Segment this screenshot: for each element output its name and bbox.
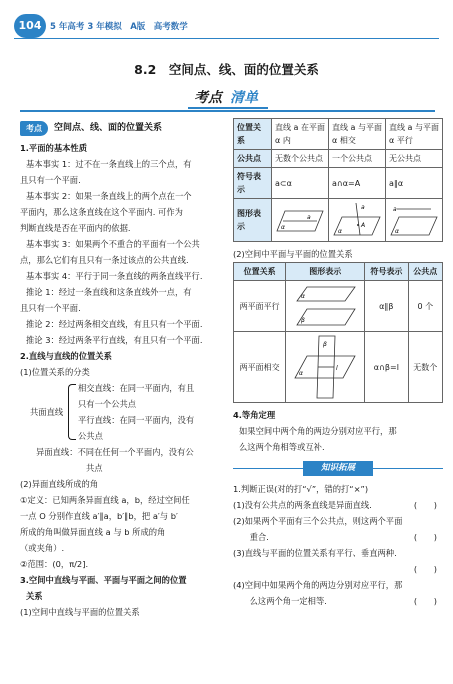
table-cell: a⊂α xyxy=(272,168,329,199)
figure-line-parallel xyxy=(386,199,443,242)
table-cell: 公共点 xyxy=(234,150,272,168)
table-cell: 位置关系 xyxy=(234,119,272,150)
fig-label-alpha: α xyxy=(395,228,399,235)
coplanar-items xyxy=(78,380,223,444)
left-column xyxy=(20,118,223,620)
answer-paren: ( ) xyxy=(413,596,437,606)
table-cell: 两平面平行 xyxy=(234,281,286,332)
text-line: 一点 O 分别作直线 a′∥a，b′∥b，把 a′与 b′ xyxy=(20,511,178,521)
text-line: 么这两个角相等或互补. xyxy=(239,442,325,452)
header-text: 5 年高考 3 年模拟 A版 高考数学 xyxy=(50,22,188,32)
text-line: 平面内，那么这条直线在这个平面内. 可作为 xyxy=(20,207,183,217)
text-line: 基本事实 2：如果一条直线上的两个点在一个 xyxy=(26,191,192,201)
question-text xyxy=(233,564,236,574)
banner-part1: 考点 xyxy=(194,90,222,106)
page-number: 104 xyxy=(14,14,46,38)
table-cell: 无数个公共点 xyxy=(272,150,329,168)
text-line: 相交直线：在同一平面内，有且 xyxy=(78,383,195,393)
question-item xyxy=(233,513,443,529)
fig-label-beta: β xyxy=(301,317,306,324)
fig-label-a: a xyxy=(307,214,311,221)
fig-label-a: a xyxy=(361,204,365,211)
table-cell: 直线 a 与平面 α 相交 xyxy=(329,119,386,150)
table-header: 符号表示 xyxy=(365,263,408,281)
text-line: 所成的角叫做异面直线 a 与 b 所成的角 xyxy=(20,527,166,537)
text-line: 且只有一个平面. xyxy=(20,175,81,185)
text-line: 基本事实 1：过不在一条直线上的三个点，有 xyxy=(26,159,192,169)
kd-badge: 考点 xyxy=(20,121,48,136)
table-header: 位置关系 xyxy=(234,263,286,281)
table-row xyxy=(234,281,443,332)
question-item xyxy=(233,545,443,561)
text-line: 只有一个公共点 xyxy=(78,399,137,409)
table-row xyxy=(234,119,443,150)
table-cell: 无数个 xyxy=(408,332,442,403)
heading-3a: (1)空间中直线与平面的位置关系 xyxy=(20,607,140,617)
answer-paren: ( ) xyxy=(413,532,437,542)
question-item xyxy=(233,529,443,545)
question-title: 1.判断正误(对的打“√”，错的打“×”) xyxy=(233,484,369,494)
question-item xyxy=(233,497,443,513)
text-line: 且只有一个平面. xyxy=(20,303,81,313)
text-line: 基本事实 3：如果两个不重合的平面有一个公共 xyxy=(26,239,200,249)
table-row xyxy=(234,199,443,242)
text-line: ①定义：已知两条异面直线 a，b，经过空间任 xyxy=(20,495,190,505)
fig-label-alpha: α xyxy=(281,224,285,231)
answer-paren: ( ) xyxy=(413,564,437,574)
question-text: (1)没有公共点的两条直线是异面直线. xyxy=(233,500,372,510)
right-column xyxy=(233,118,443,609)
table-cell: 图形表示 xyxy=(234,199,272,242)
fig-label-A: A xyxy=(361,222,366,229)
text-line: 判断直线是否在平面内的依据. xyxy=(20,223,131,233)
table-header: 公共点 xyxy=(408,263,442,281)
coplanar-label: 共面直线 xyxy=(30,407,64,417)
table-cell: 两平面相交 xyxy=(234,332,286,403)
figure-line-in-plane xyxy=(272,199,329,242)
table-cell: 一个公共点 xyxy=(329,150,386,168)
table-cell: 0 个 xyxy=(408,281,442,332)
classification-brace xyxy=(20,380,223,444)
skew-line-1: 异面直线：不同在任何一个平面内，没有公 xyxy=(36,447,194,457)
band-label: 知识拓展 xyxy=(303,461,373,476)
question-text: 重合. xyxy=(233,532,269,542)
section-title: 8.2 空间点、线、面的位置关系 xyxy=(134,62,319,77)
question-list xyxy=(233,497,443,609)
text-line: 公共点 xyxy=(78,431,103,441)
table-header: 图形表示 xyxy=(286,263,365,281)
heading-4: 4.等角定理 xyxy=(233,410,276,420)
table-header-row xyxy=(234,263,443,281)
question-item xyxy=(233,577,443,593)
range-line: ②范围：(0，π/2]. xyxy=(20,559,89,569)
text-line: 点，那么它们有且只有一条过该点的公共直线. xyxy=(20,255,189,265)
table-row xyxy=(234,332,443,403)
text-line: 推论 1：经过一条直线和这条直线外一点，有 xyxy=(26,287,192,297)
brace-icon xyxy=(68,384,76,440)
figure-line-intersect xyxy=(329,199,386,242)
banner-rule xyxy=(20,110,435,112)
facts-block xyxy=(20,156,223,348)
header-rule xyxy=(14,38,439,39)
heading-2b: (2)异面直线所成的角 xyxy=(20,479,99,489)
question-text: (4)空间中如果两个角的两边分别对应平行，那 xyxy=(233,580,403,590)
page-header xyxy=(0,8,453,38)
table-cell: a∩α=A xyxy=(329,168,386,199)
table-row xyxy=(234,168,443,199)
table-cell: a∥α xyxy=(386,168,443,199)
definition-block xyxy=(20,492,223,556)
text-line: 基本事实 4：平行于同一条直线的两条直线平行. xyxy=(26,271,203,281)
table-cell: α∥β xyxy=(365,281,408,332)
table-cell: 直线 a 与平面 α 平行 xyxy=(386,119,443,150)
knowledge-band xyxy=(233,459,443,479)
question-item xyxy=(233,561,443,577)
text-line: （或夹角）. xyxy=(20,543,65,553)
text-line: 如果空间中两个角的两边分别对应平行，那 xyxy=(239,426,397,436)
heading-1: 1.平面的基本性质 xyxy=(20,143,88,153)
table-cell: 符号表示 xyxy=(234,168,272,199)
question-text: (3)直线与平面的位置关系有平行、垂直两种. xyxy=(233,548,397,558)
theorem-block xyxy=(233,423,443,455)
question-text: (2)如果两个平面有三个公共点，则这两个平面 xyxy=(233,516,403,526)
banner-part2: 清单 xyxy=(230,90,258,106)
text-line: 推论 3：经过两条平行直线，有且只有一个平面. xyxy=(26,335,203,345)
skew-line-2: 共点 xyxy=(86,463,103,473)
plane-plane-table xyxy=(233,262,443,403)
heading-3-line1: 3.空间中直线与平面、平面与平面之间的位置 xyxy=(20,575,187,585)
fig-label-a: a xyxy=(393,206,397,213)
table-cell: 直线 a 在平面 α 内 xyxy=(272,119,329,150)
line-plane-table xyxy=(233,118,443,242)
fig-label-alpha: α xyxy=(299,370,304,377)
figure-planes-parallel xyxy=(286,281,365,332)
heading-2: 2.直线与直线的位置关系 xyxy=(20,351,112,361)
fig-label-alpha: α xyxy=(338,228,342,235)
fig-label-alpha: α xyxy=(301,293,306,300)
table-cell: α∩β=l xyxy=(365,332,408,403)
kd-heading xyxy=(20,118,223,140)
figure-planes-intersect xyxy=(286,332,365,403)
text-line: 平行直线：在同一平面内，没有 xyxy=(78,415,195,425)
question-item xyxy=(233,593,443,609)
banner xyxy=(188,85,268,109)
table-cell: 无公共点 xyxy=(386,150,443,168)
kd-title: 空间点、线、面的位置关系 xyxy=(54,123,163,133)
table-row xyxy=(234,150,443,168)
answer-paren: ( ) xyxy=(413,500,437,510)
heading-2a: (1)位置关系的分类 xyxy=(20,367,90,377)
heading-3-line2: 关系 xyxy=(26,591,43,601)
subheading-plane-plane: (2)空间中平面与平面的位置关系 xyxy=(233,249,353,259)
text-line: 推论 2：经过两条相交直线，有且只有一个平面. xyxy=(26,319,203,329)
question-text: 么这两个角一定相等. xyxy=(233,596,327,606)
fig-label-beta: β xyxy=(323,341,328,348)
fig-label-l: l xyxy=(336,365,338,372)
